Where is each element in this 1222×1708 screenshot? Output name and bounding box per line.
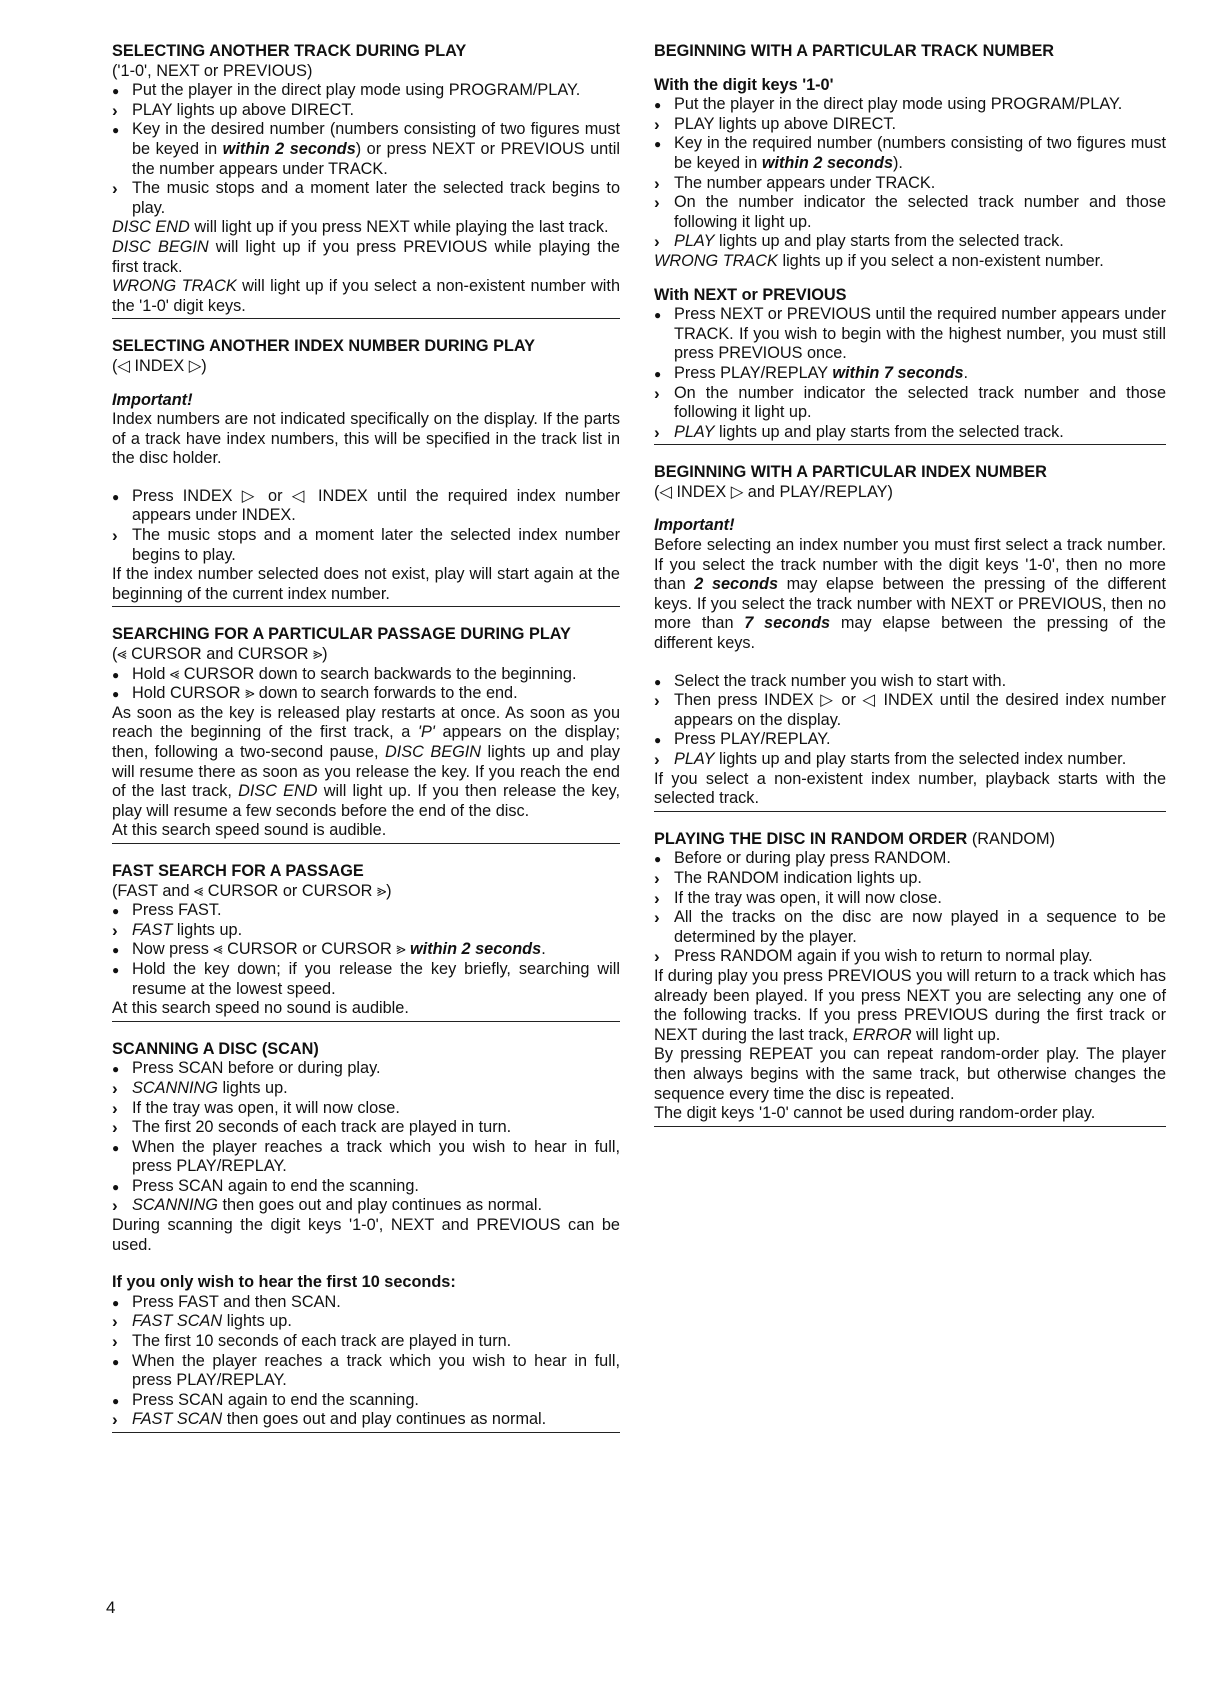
list-item: › FAST lights up.	[112, 921, 620, 941]
result-arrow-icon	[654, 115, 670, 136]
bullet-icon	[112, 1352, 128, 1373]
result-arrow-icon	[654, 232, 670, 253]
result-arrow-icon	[654, 691, 670, 712]
result-arrow-icon	[654, 750, 670, 771]
list-item: ● Select the track number you wish to start with.	[654, 672, 1166, 692]
result-arrow-icon	[654, 889, 670, 910]
list-item: ● Press SCAN before or during play.	[112, 1059, 620, 1079]
list-item: › PLAY lights up and play starts from the selected track.	[654, 423, 1166, 443]
result-arrow-icon	[112, 1332, 128, 1353]
bullet-icon	[112, 940, 128, 961]
result-arrow-icon	[654, 869, 670, 890]
list-item: › On the number indicator the selected track number and those following it light up.	[654, 384, 1166, 423]
result-arrow-icon	[112, 179, 128, 200]
list-item: ● Press PLAY/REPLAY.	[654, 730, 1166, 750]
section-keys: (⪡ CURSOR and CURSOR ⪢)	[112, 645, 328, 664]
list-item: › PLAY lights up and play starts from the selected track.	[654, 232, 1166, 252]
list-item: ● Now press ⪡ CURSOR or CURSOR ⪢ within 2 seconds.	[112, 940, 620, 960]
list-item: › All the tracks on the disc are now played in a sequence to be determined by the player.	[654, 908, 1166, 947]
result-arrow-icon	[112, 1312, 128, 1333]
bullet-icon	[112, 901, 128, 922]
result-arrow-icon	[112, 1079, 128, 1100]
section-title: BEGINNING WITH A PARTICULAR INDEX NUMBER	[654, 463, 1047, 482]
section-title: BEGINNING WITH A PARTICULAR TRACK NUMBER	[654, 42, 1055, 60]
list-item: › FAST SCAN then goes out and play continues as normal.	[112, 1410, 620, 1430]
bullet-icon	[112, 665, 128, 686]
section-title: SELECTING ANOTHER TRACK DURING PLAY	[112, 42, 467, 60]
list-item: › PLAY lights up and play starts from the selected index number.	[654, 750, 1166, 770]
page-number: 4	[106, 1598, 116, 1617]
paragraph: If the index number selected does not exist, play will start again at the beginning of the current index number.	[112, 565, 620, 603]
bullet-icon	[654, 305, 670, 326]
result-arrow-icon	[112, 101, 128, 122]
section-keys: ('1-0', NEXT or PREVIOUS)	[112, 61, 313, 80]
right-column	[654, 42, 1166, 1145]
bullet-icon	[654, 730, 670, 751]
section-title: PLAYING THE DISC IN RANDOM ORDER (RANDOM)	[654, 829, 1056, 848]
list-item: ● Put the player in the direct play mode using PROGRAM/PLAY.	[112, 81, 620, 101]
list-item: › The first 20 seconds of each track are played in turn.	[112, 1118, 620, 1138]
list-item: ● Press PLAY/REPLAY within 7 seconds.	[654, 364, 1166, 384]
bullet-icon	[654, 364, 670, 385]
list-item: › SCANNING then goes out and play continues as normal.	[112, 1196, 620, 1216]
important-label: Important!	[654, 516, 735, 535]
bullet-icon	[112, 1138, 128, 1159]
list-item: › The music stops and a moment later the selected track begins to play.	[112, 179, 620, 218]
list-item: ● Key in the required number (numbers consisting of two figures must be keyed in within 2 seconds).	[654, 134, 1166, 173]
paragraph: If you select a non-existent index number, playback starts with the selected track.	[654, 769, 1166, 808]
bullet-icon	[112, 1059, 128, 1080]
section-title: SELECTING ANOTHER INDEX NUMBER DURING PLAY	[112, 337, 536, 356]
section-title: SEARCHING FOR A PARTICULAR PASSAGE DURING PLAY	[112, 625, 571, 644]
paragraph: WRONG TRACK lights up if you select a non-existent number.	[654, 251, 1104, 270]
section-fast-search	[112, 862, 620, 1022]
paragraph: If during play you press PREVIOUS you will return to a track which has already been played. If you press NEXT you are selecting any one of the following tracks. If you press PREVIOUS during the first track or NEXT during the last track, ERROR will light up.	[654, 966, 1166, 1044]
bullet-icon	[654, 95, 670, 116]
list-item: › On the number indicator the selected track number and those following it light up.	[654, 193, 1166, 232]
paragraph: DISC END will light up if you press NEXT while playing the last track.	[112, 218, 609, 237]
list-item: › FAST SCAN lights up.	[112, 1312, 620, 1332]
result-arrow-icon	[112, 1118, 128, 1139]
paragraph: The digit keys '1-0' cannot be used during random-order play.	[654, 1104, 1096, 1123]
paragraph: At this search speed no sound is audible.	[112, 999, 409, 1018]
list-item: ● When the player reaches a track which you wish to hear in full, press PLAY/REPLAY.	[112, 1138, 620, 1177]
bullet-icon	[112, 1293, 128, 1314]
list-item: › Press RANDOM again if you wish to return to normal play.	[654, 947, 1166, 967]
list-item: › If the tray was open, it will now close.	[654, 889, 1166, 909]
list-item: › If the tray was open, it will now close.	[112, 1099, 620, 1119]
paragraph: DISC BEGIN will light up if you press PREVIOUS while playing the first track.	[112, 237, 620, 276]
bullet-icon	[112, 487, 128, 508]
section-select-index	[112, 337, 620, 607]
paragraph: WRONG TRACK will light up if you select a non-existent number with the '1-0' digit keys.	[112, 277, 620, 315]
section-title: SCANNING A DISC (SCAN)	[112, 1039, 319, 1058]
result-arrow-icon	[654, 423, 670, 444]
list-item: ● Press SCAN again to end the scanning.	[112, 1177, 620, 1197]
list-item: ● Hold CURSOR ⪢ down to search forwards to the end.	[112, 684, 620, 704]
subheading: With the digit keys '1-0'	[654, 75, 834, 94]
result-arrow-icon	[112, 526, 128, 547]
list-item: ● Put the player in the direct play mode using PROGRAM/PLAY.	[654, 95, 1166, 115]
list-item: › The number appears under TRACK.	[654, 174, 1166, 194]
paragraph: Index numbers are not indicated specifically on the display. If the parts of a track have index numbers, this will be specified in the track list in the disc holder.	[112, 410, 620, 468]
paragraph: Before selecting an index number you must first select a track number. If you select the track number with the digit keys '1-0', then no more than 2 seconds may elapse between the pressing of the different keys. If you select the track number with NEXT or PREVIOUS, then no more than 7 seconds may elapse between the pressing of the different keys.	[654, 536, 1167, 653]
list-item: ● Press FAST and then SCAN.	[112, 1293, 620, 1313]
section-begin-track	[654, 42, 1166, 445]
section-title: FAST SEARCH FOR A PASSAGE	[112, 861, 364, 880]
paragraph: By pressing REPEAT you can repeat random-order play. The player then always begins with the same track, but otherwise changes the sequence every time the disc is repeated.	[654, 1045, 1166, 1103]
list-item: ● Press NEXT or PREVIOUS until the required number appears under TRACK. If you wish to begin with the highest number, you must still press PREVIOUS once.	[654, 305, 1166, 364]
bullet-icon	[654, 672, 670, 693]
result-arrow-icon	[654, 193, 670, 214]
bullet-icon	[112, 120, 128, 141]
section-random	[654, 830, 1166, 1127]
list-item: ● Press INDEX ▷ or ◁ INDEX until the required index number appears under INDEX.	[112, 487, 620, 526]
result-arrow-icon	[112, 1410, 128, 1431]
subheading: If you only wish to hear the first 10 seconds:	[112, 1273, 456, 1292]
list-item: › PLAY lights up above DIRECT.	[112, 101, 620, 121]
bullet-icon	[112, 1391, 128, 1412]
result-arrow-icon	[112, 1196, 128, 1217]
list-item: ● Key in the desired number (numbers consisting of two figures must be keyed in within 2 seconds) or press NEXT or PREVIOUS until the number appears under TRACK.	[112, 120, 620, 179]
result-arrow-icon	[654, 947, 670, 968]
section-keys: (FAST and ⪡ CURSOR or CURSOR ⪢)	[112, 881, 392, 900]
list-item: ● When the player reaches a track which you wish to hear in full, press PLAY/REPLAY.	[112, 1352, 620, 1391]
left-column	[112, 42, 620, 1451]
list-item: ● Hold the key down; if you release the key briefly, searching will resume at the lowest speed.	[112, 960, 620, 999]
list-item: ● Hold ⪡ CURSOR down to search backwards to the beginning.	[112, 665, 620, 685]
list-item: › SCANNING lights up.	[112, 1079, 620, 1099]
bullet-icon	[112, 1177, 128, 1198]
bullet-icon	[112, 684, 128, 705]
section-scan	[112, 1040, 620, 1433]
section-begin-index	[654, 463, 1166, 812]
result-arrow-icon	[654, 384, 670, 405]
bullet-icon	[112, 81, 128, 102]
important-label: Important!	[112, 390, 193, 409]
section-keys: (◁ INDEX ▷)	[112, 356, 207, 375]
list-item: › PLAY lights up above DIRECT.	[654, 115, 1166, 135]
list-item: ● Before or during play press RANDOM.	[654, 849, 1166, 869]
list-item: ● Press SCAN again to end the scanning.	[112, 1391, 620, 1411]
section-search-passage	[112, 625, 620, 844]
result-arrow-icon	[112, 1099, 128, 1120]
bullet-icon	[654, 134, 670, 155]
bullet-icon	[112, 960, 128, 981]
list-item: › The RANDOM indication lights up.	[654, 869, 1166, 889]
section-select-track	[112, 42, 620, 319]
result-arrow-icon	[654, 908, 670, 929]
result-arrow-icon	[112, 921, 128, 942]
paragraph: As soon as the key is released play restarts at once. As soon as you reach the beginning of the first track, a 'P' appears on the display; then, following a two-second pause, DISC BEGIN lights up and play will resume there as soon as you release the key. If you reach the end of the last track, DISC END will light up. If you then release the key, play will resume a few seconds before the end of the disc.	[112, 703, 620, 820]
list-item: › The first 10 seconds of each track are played in turn.	[112, 1332, 620, 1352]
list-item: › Then press INDEX ▷ or ◁ INDEX until the desired index number appears on the display.	[654, 691, 1166, 730]
result-arrow-icon	[654, 174, 670, 195]
list-item: ● Press FAST.	[112, 901, 620, 921]
paragraph: During scanning the digit keys '1-0', NEXT and PREVIOUS can be used.	[112, 1216, 620, 1254]
list-item: › The music stops and a moment later the selected index number begins to play.	[112, 526, 620, 565]
section-keys: (◁ INDEX ▷ and PLAY/REPLAY)	[654, 482, 893, 501]
paragraph: At this search speed sound is audible.	[112, 821, 387, 840]
subheading: With NEXT or PREVIOUS	[654, 285, 847, 304]
bullet-icon	[654, 849, 670, 870]
